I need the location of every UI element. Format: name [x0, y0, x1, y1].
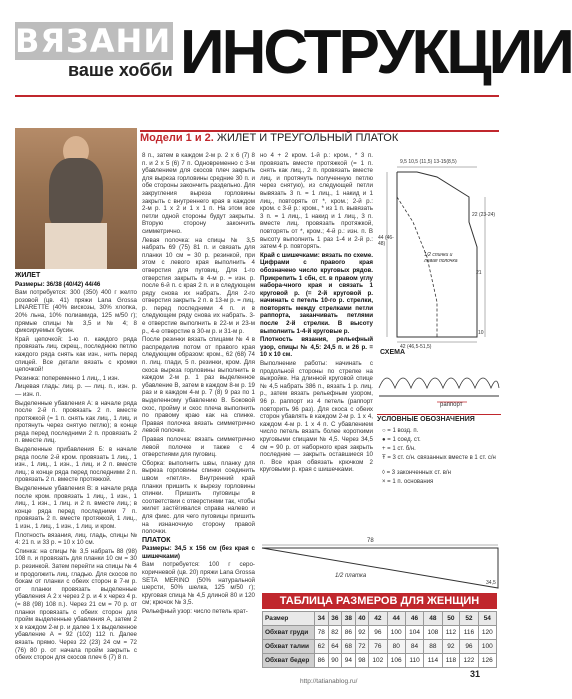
text-column-2 [142, 152, 255, 672]
table-cell: 72 [355, 640, 369, 654]
table-cell: 94 [342, 654, 356, 668]
size-cell: 38 [342, 612, 356, 626]
paragraph: Край цепочкой: 1-ю п. каждого ряда провязать лиц. скрещ., последнюю петлю каждого ряда снять как изн., нить перед спицей. Все детали вязать с кромки цепочкой! [15, 335, 137, 374]
photo-vest [49, 158, 103, 228]
table-cell: 118 [442, 654, 460, 668]
size-cell: 52 [460, 612, 478, 626]
paragraph: Выделенные прибавления Б: в начале ряда после 2-й кром. провязать 1 лиц., 1 изн., 1 лиц., 1 изн., 1 лиц. и 2 п. вместе лиц.; в конце ряда перед последними 2 п. провязать 2 п. вместе протяжкой. [15, 446, 137, 484]
vest-sizes: Размеры: 36/38 (40/42) 44/46 [15, 280, 101, 288]
header-label: Размер [263, 612, 315, 626]
table-cell: 120 [478, 626, 496, 640]
paragraph: Лицевая гладь: лиц. р. — лиц. п., изн. р. — изн. п. [15, 383, 137, 398]
photo-blouse [45, 223, 107, 269]
legend-text: = 1 соед. ст. [387, 437, 421, 443]
row-label: Обхват талии [263, 640, 315, 654]
page-title: ИНСТРУКЦИИ [180, 18, 572, 87]
shawl-heading: ПЛАТОК [142, 536, 171, 544]
shawl-side-dim: 34,5 [486, 580, 496, 586]
table-cell: 78 [315, 626, 329, 640]
legend-text: = 1 п. основания [387, 479, 434, 485]
size-cell: 46 [405, 612, 423, 626]
models-label: Модели 1 и 2. [140, 132, 214, 144]
paragraph: Плотность вязания, лиц. гладь, спицы № 4: 21 п. и 33 р. = 10 х 10 см. [15, 531, 137, 547]
dim-bottom2: 10 [478, 330, 484, 336]
size-table [262, 611, 497, 668]
legend-title: УСЛОВНЫЕ ОБОЗНАЧЕНИЯ [377, 416, 475, 423]
table-cell: 62 [315, 640, 329, 654]
legend-item: ● = 1 соед. ст. [382, 437, 421, 443]
rapport-label: раппорт [440, 402, 463, 408]
table-cell: 106 [387, 654, 405, 668]
paragraph: 8 п., затем в каждом 2-м р. 2 х 6 (7) 8 п. и 2 х 5 (6) 7 п. Одновременно с 3-м убавлением для скосов плеч закрыть для выреза горловины средние 30 п. и обе стороны закончить раздельно. Для закругления выреза горловины закрыть с внутреннего края в каждом 2-м р. 1 х 2 и 1 х 1 п. На этом все петли одной стороны будут закрыты. Вторую сторону закончить симметрично. [142, 152, 255, 235]
table-cell: 110 [405, 654, 423, 668]
magazine-logo: ВЯЗАНИЕ [15, 22, 194, 60]
table-cell: 98 [355, 654, 369, 668]
legend-item: + = 1 ст. б/н. [382, 446, 416, 452]
paragraph: Левая полочка: на спицы № 3,5 набрать 69 (75) 81 п. и связать для планки 10 см = 30 р. резинкой, при этом с левого края выполнить 4 отверстия для пуговиц. Для 1-го отверстия закрыть в 4-м р. = изн. р. после 6-й п. с края 2 п. и в следующем ряду снова их набрать. Для 2-го отверстия закрыть 2 п. в 13-м р. = лиц. р. перед последними 4 п. и в следующем ряду снова их набрать. 3-е отверстие выполнить в 22-м и 23-м р., 4-е отверстие в 30-м р. и 31-м р. [142, 236, 255, 335]
paragraph: Выделенные убавления А: в начале ряда после 2-й п. провязать 2 п. вместе протяжкой (= 1 п. снять как лиц., 1 лиц. и протянуть через снятую петлю); в конце ряда перед последними 2 п. провязать 2 п. вместе лиц. [15, 399, 137, 445]
table-cell: 96 [369, 626, 387, 640]
text-column-3 [260, 152, 373, 542]
legend-item: Ŧ = 3 ст. с/н. связанных вместе в 1 ст. с/н [382, 455, 496, 461]
section-heading [140, 130, 499, 148]
table-cell: 80 [387, 640, 405, 654]
size-table-title: ТАБЛИЦА РАЗМЕРОВ ДЛЯ ЖЕНЩИН [262, 593, 497, 609]
paragraph: Рельефный узор: число петель крат- [142, 608, 248, 616]
vest-pattern-diagram [377, 152, 501, 347]
table-header-row [263, 612, 497, 626]
dim-side: 21 [476, 270, 482, 276]
vest-heading: ЖИЛЕТ [15, 272, 41, 279]
page-number: 31 [470, 669, 481, 679]
schema-label: СХЕМА [380, 349, 406, 356]
shawl-sizes: Размеры: 34,5 x 156 см (без края с шишечками) [142, 545, 255, 560]
size-cell: 44 [387, 612, 405, 626]
table-cell: 68 [342, 640, 356, 654]
table-cell: 114 [424, 654, 442, 668]
header-divider [15, 95, 499, 97]
paragraph: После резинки вязать спицами № 4 в распределив потом от правого края следующим образом: кром., 62 (68) 74 п. лиц. глади, 5 п. резинки, кром. Для скоса выреза горловины выполнить в каждом 2-м р. 1 раз выделенное убавление В, затем в каждом 8-м р. 19 раз и в каждом 4-м р. 7 (8) 9 раз по 1 выделенному убавлению В. Боковой скос, пройму и скос плеча выполнить по правому краю как на спинке. Правая полочка вязать симметрично левой полочке. [142, 336, 255, 435]
paragraph: Сборка: выполнить швы, планку для выреза горловины спинки соединить швом «петля». Внутренний край планки пришить к вырезу горловины спинки. Пришить пуговицы в соответствии с отверстиями так, чтобы жилет застёгивался справа налево и для фикс. для чего пуговицы пришить на изнаночную сторону правой полочки. [142, 459, 255, 536]
dim-mid1: 22 (23-24) [472, 212, 496, 218]
row-label: Обхват груди [263, 626, 315, 640]
paragraph: Вам потребуется: 300 (350) 400 г желто розовой (цв. 41) пряжи Lana Grossa LINARETTE (40% вискозы, 30% хлопка, 20% льна, 10% полиамида, 125 м/50 г); прямые спицы № 3,5 и № 4; 8 фиксируемых бусин. [15, 289, 137, 335]
table-cell: 88 [424, 640, 442, 654]
table-row [263, 626, 497, 640]
legend-text: = 3 ст. с/н. связанных вместе в 1 ст. с/н [387, 455, 496, 461]
size-cell: 36 [328, 612, 342, 626]
paragraph: но 4 + 2 кром. 1-й р.: кром., * 3 п. провязать вместе протяжкой (= 1 п. снять как лиц., 2 п. провязать вместе лиц. и протянуть полученную петлю через снятую), из следующей петли вывязать 3 п. = 1 лиц., 1 накид и 1 лиц., повторять от *, кром.; 2-й р.: кром. с 3-й р.: кром., * из 1 п. вывязать 3 п. = 1 лиц., 1 накид и 1 лиц., 3 п. вместе лиц. провязать протяжкой, повторять от *, кром.; 4-й р.: изн. п. В высоту выполнить 1 раз 1-4 и 2-й р.: затем 4 р. повторять. [260, 152, 373, 251]
table-cell: 96 [460, 640, 478, 654]
model-photo [15, 128, 137, 269]
paragraph: Выполнение работы: начинать с продольной стороны по стрелке на выкройке. На длинной круговой спице № 4,5 набрать 386 п., вязать 1 р. лиц. р., затем вязать рельефным узором, 96 р. раппорт из 4 петель (раппорт повторить 96 раз). Для скоса с обеих сторон убавлять в каждом 2-м р. 1 х 4, каждом 4-м р. 1 х 4 п. С убавлением число петель вязать более короткими круговыми спицами № 4,5. Через 34,5 см = 90 р. от наборного края закрыть последние — закрыть оставшиеся 10 п. Все края обвязать крючком 2 круговыми р. края с шишечками. [260, 360, 373, 474]
table-cell: 108 [424, 626, 442, 640]
legend-item: ○ = 1 возд. п. [382, 428, 419, 434]
paragraph: Резинка: попеременно 1 лиц., 1 изн. [15, 374, 120, 382]
legend-text: = 1 ст. б/н. [387, 446, 416, 452]
size-cell: 40 [355, 612, 369, 626]
shawl-top-dim: 78 [367, 538, 374, 544]
table-row [263, 654, 497, 668]
size-cell: 34 [315, 612, 329, 626]
shawl-half-label: 1/2 платка [335, 573, 367, 579]
half-back-label: 1/2 спинки и левая полочка [424, 252, 458, 264]
paragraph: Край с шишечками: вязать по схеме. Цифрами с правого края обозначено число круговых рядов. Прикрепить 1 сбн, ст. в правом углу набора-чного края и связать 1 круговой р. (= 2-й круговой р. начинать с петель 10-го р. стрелки, повторять между стрелками петли раппорта, заканчивать петлями после 2-й стрелки. В высоту выполнить 1-4-й круговые р. [260, 251, 373, 335]
dim-mid2: 44 (46-48) [378, 235, 394, 247]
paragraph: Плотность вязания, рельефный узор, спицы № 4,5: 24,5 п. и 26 р. = 10 x 10 см. [260, 336, 373, 359]
table-cell: 104 [405, 626, 423, 640]
table-cell: 90 [328, 654, 342, 668]
table-cell: 100 [478, 640, 496, 654]
dim-bottom: 42 (46,5-51,5) [400, 344, 432, 350]
size-cell: 50 [442, 612, 460, 626]
magazine-subtitle: ваше хобби [68, 60, 173, 80]
table-cell: 122 [460, 654, 478, 668]
size-cell: 42 [369, 612, 387, 626]
crochet-edge-chart [377, 358, 501, 408]
table-cell: 126 [478, 654, 496, 668]
paragraph: Вам потребуется: 100 г серо-коричневой (цв. 20) пряжи Lana Grossa SETA MERINO (50% натуральной шерсти, 50% шелка, 125 м/50 г); круговая спица № 4,5 длиной 80 и 120 см; крючок № 3,5. [142, 561, 255, 607]
paragraph: Выделенные убавления В: в начале ряда после кром. провязать 1 лиц., 1 изн., 1 лиц., 1 изн., 1 лиц. и 2 п. вместе лиц.; в конце ряда перед последними 7 п. провязать 2 п. вместе протяжкой, 1 лиц., 1 изн., 1 лиц., 1 изн., 1 лиц. и кром. [15, 485, 137, 530]
legend-item: ◊ = 3 законченных ст. в/н [382, 470, 451, 476]
table-cell: 82 [328, 626, 342, 640]
table-cell: 76 [369, 640, 387, 654]
legend-divider [377, 414, 501, 415]
table-row [263, 640, 497, 654]
legend-item: × = 1 п. основания [382, 479, 434, 485]
legend-text: = 3 законченных ст. в/н [386, 470, 451, 476]
table-cell: 64 [328, 640, 342, 654]
table-cell: 92 [442, 640, 460, 654]
paragraph: Правая полочка: вязать симметрично левой полочке и также с 4 отверстиями для пуговиц. [142, 435, 255, 459]
models-title: ЖИЛЕТ И ТРЕУГОЛЬНЫЙ ПЛАТОК [216, 132, 399, 144]
paragraph: Спинка: на спицы № 3,5 набрать 88 (98) 108 п. и провязать для планки 10 см = 30 р. резинкой. Затем перейти на спицы № 4 и продолжить лиц. гладью. Для скосов по бокам от планки с обеих сторон в 7-м р. от планки провязать выделенные убавления А 2 х через 2 р. и 4 х через 4 р. (= 88 (98) 108 п.). Через 21 см = 70 р. от планки провязать с обеих сторон для пройм выделенные убавления А, затем 2 х в каждом 2-м р. и далее 1 х выделенное убавление А = 92 (102) 112 п. Далее вязать прямо. Через 22 (23) 24 см = 72 (76) 80 р. от начала пройм закрыть с обеих сторон для скосов плеч 6 (7) 8 п. [15, 547, 137, 662]
shawl-diagram [260, 542, 500, 592]
table-cell: 84 [405, 640, 423, 654]
table-cell: 86 [315, 654, 329, 668]
table-cell: 100 [387, 626, 405, 640]
text-column-1 [15, 272, 137, 670]
row-label: Обхват бедер [263, 654, 315, 668]
legend-text: = 1 возд. п. [387, 428, 419, 434]
table-cell: 116 [460, 626, 478, 640]
table-cell: 102 [369, 654, 387, 668]
table-cell: 112 [442, 626, 460, 640]
size-cell: 48 [424, 612, 442, 626]
table-cell: 86 [342, 626, 356, 640]
footer-url[interactable]: http://tatianablog.ru/ [300, 678, 358, 685]
table-cell: 92 [355, 626, 369, 640]
dim-top: 9,5 10,5 (11,5) 13-15(8,5) [400, 159, 457, 165]
size-cell: 54 [478, 612, 496, 626]
